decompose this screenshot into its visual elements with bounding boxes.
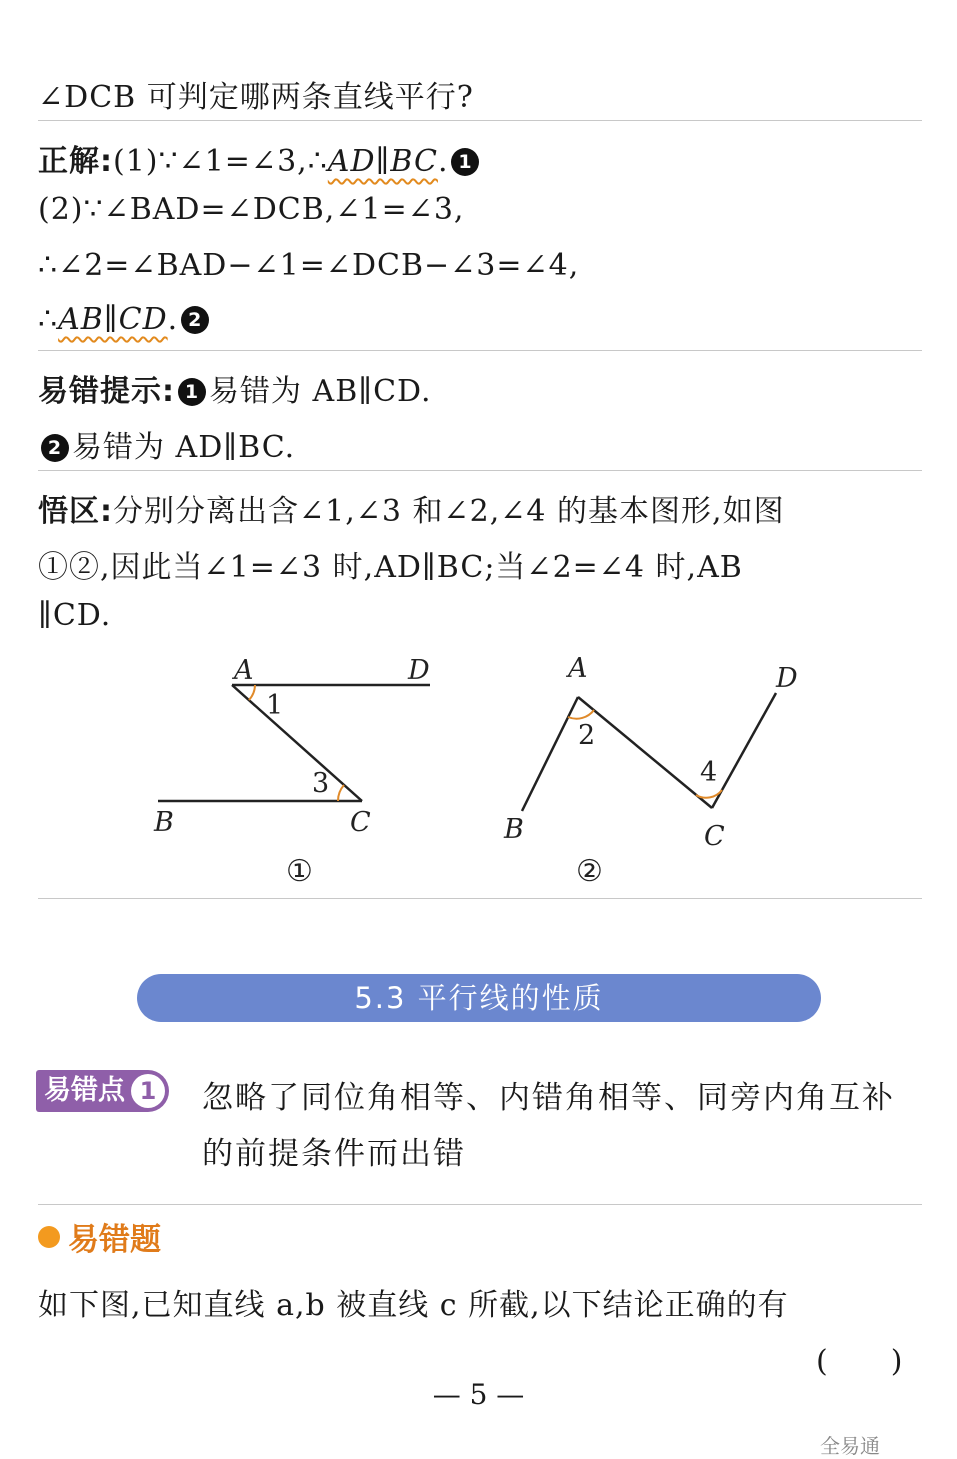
divider (38, 1204, 922, 1205)
figure-1 (140, 645, 470, 895)
divider (38, 470, 922, 471)
marker-badge-2: 2 (41, 434, 69, 462)
solution-label: 正解: (38, 144, 113, 179)
point-b-label: B (154, 807, 174, 838)
marker-badge-2: 2 (181, 306, 209, 334)
error-point-label: 易错点 (44, 1075, 125, 1106)
figure-caption: ② (576, 854, 603, 889)
solution-line-2: (2)∵∠BAD=∠DCB,∠1=∠3, (38, 192, 465, 227)
divider (38, 350, 922, 351)
point-a-label: A (234, 655, 254, 686)
solution-conclusion: AD∥BC (327, 144, 438, 179)
segment-ac (578, 697, 712, 808)
angle-4-label: 4 (700, 757, 718, 788)
error-point-number: 1 (131, 1074, 165, 1108)
period: . (437, 144, 449, 179)
watermark: 全易通 (820, 1434, 880, 1458)
insight-line-3: ∥CD. (38, 598, 112, 633)
point-d-label: D (408, 655, 430, 686)
bullet-dot-icon (38, 1226, 60, 1248)
solution-text: (1)∵∠1=∠3,∴ (113, 144, 328, 179)
insight-line-1 (38, 486, 785, 530)
hint-text-1: 易错为 AB∥CD. (209, 374, 432, 409)
point-b-label: B (504, 814, 524, 845)
insight-label: 悟区: (38, 494, 113, 529)
point-d-label: D (776, 663, 798, 694)
therefore-symbol: ∴ (38, 302, 59, 337)
problem-heading (38, 1214, 161, 1259)
insight-text-1: 分别分离出含∠1,∠3 和∠2,∠4 的基本图形,如图 (113, 494, 785, 529)
problem-text: 如下图,已知直线 a,b 被直线 c 所截,以下结论正确的有 (38, 1288, 789, 1323)
angle-arc-3 (338, 785, 344, 801)
divider (38, 120, 922, 121)
question-tail: ∠DCB 可判定哪两条直线平行? (38, 80, 474, 115)
figure-2 (490, 645, 820, 895)
figure-caption: ① (286, 854, 313, 889)
marker-badge-1: 1 (178, 378, 206, 406)
error-point-title-1: 忽略了同位角相等、内错角相等、同旁内角互补 (202, 1080, 895, 1116)
hint-line-2 (38, 422, 295, 466)
period: . (167, 302, 179, 337)
segment-ba (522, 697, 578, 811)
solution-line-4 (38, 302, 212, 337)
divider (38, 898, 922, 899)
section-header: 5.3 平行线的性质 (137, 974, 821, 1022)
point-c-label: C (350, 807, 371, 838)
error-point-title-2: 的前提条件而出错 (202, 1136, 466, 1172)
hint-text-2: 易错为 AD∥BC. (72, 430, 296, 465)
solution-line-1 (38, 136, 482, 180)
segment-ac (232, 685, 362, 801)
error-point-tag (36, 1070, 169, 1112)
angle-3-label: 3 (312, 768, 330, 799)
answer-parentheses: ( ) (816, 1344, 904, 1379)
marker-badge-1: 1 (451, 148, 479, 176)
hint-line-1 (38, 366, 432, 410)
angle-2-label: 2 (578, 720, 596, 751)
page-number: — 5 — (432, 1378, 525, 1411)
problem-heading-text: 易错题 (68, 1222, 161, 1258)
angle-arc-1 (249, 685, 255, 700)
solution-line-3: ∴∠2=∠BAD−∠1=∠DCB−∠3=∠4, (38, 248, 580, 283)
point-a-label: A (568, 653, 588, 684)
angle-1-label: 1 (266, 690, 284, 721)
hint-label: 易错提示: (38, 374, 175, 409)
point-c-label: C (704, 821, 725, 852)
insight-line-2: ①②,因此当∠1=∠3 时,AD∥BC;当∠2=∠4 时,AB (38, 550, 743, 585)
solution-conclusion: AB∥CD (58, 302, 168, 337)
